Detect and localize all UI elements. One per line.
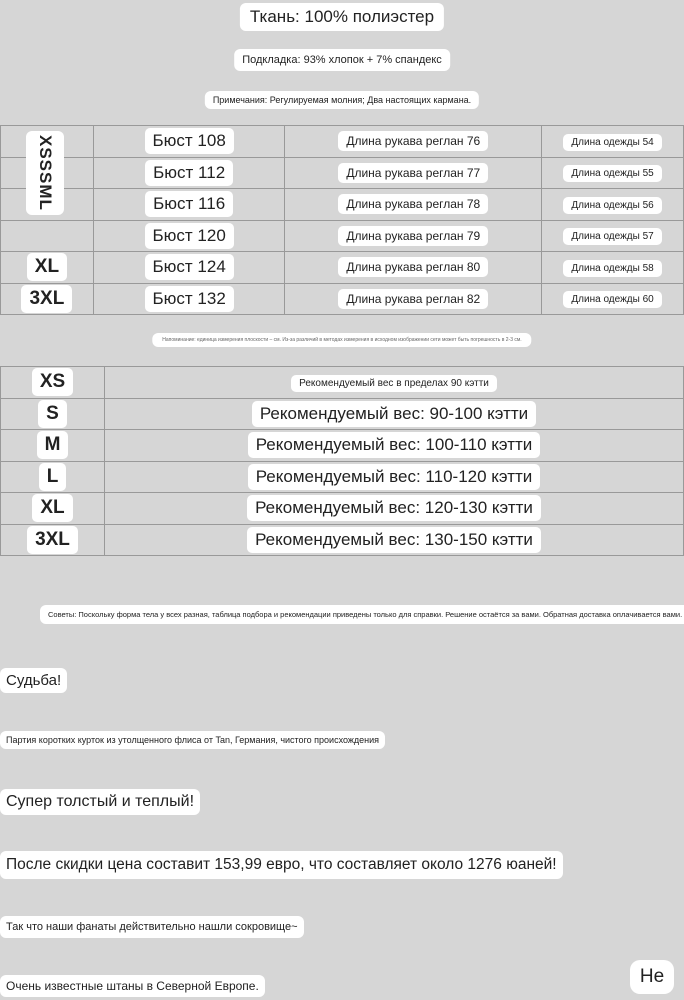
weight-table — [0, 366, 684, 556]
bust-cell: Бюст 112 — [145, 160, 233, 186]
lining-label: Подкладка: 93% хлопок + 7% спандекс — [234, 49, 450, 71]
size-table — [0, 125, 684, 315]
length-cell: Длина одежды 56 — [563, 197, 661, 214]
size-label: XL — [27, 253, 67, 281]
length-cell: Длина одежды 60 — [563, 291, 661, 308]
length-cell: Длина одежды 58 — [563, 260, 661, 277]
weight-row — [1, 430, 684, 462]
length-cell: Длина одежды 57 — [563, 228, 661, 245]
weight-cell: Рекомендуемый вес: 130-150 кэтти — [247, 527, 541, 553]
bust-cell: Бюст 120 — [145, 223, 234, 249]
bust-cell: Бюст 108 — [145, 128, 234, 154]
weight-cell: Рекомендуемый вес в пределах 90 кэтти — [291, 375, 497, 392]
size-row — [1, 220, 684, 252]
size-row — [1, 126, 684, 158]
length-cell: Длина одежды 55 — [563, 165, 661, 182]
message-3: Супер толстый и теплый! — [0, 789, 200, 815]
weight-cell: Рекомендуемый вес: 100-110 кэтти — [248, 432, 541, 458]
size-row — [1, 189, 684, 221]
weight-row — [1, 367, 684, 399]
sleeve-cell: Длина рукава реглан 76 — [338, 131, 488, 151]
size-label: M — [37, 431, 69, 459]
bust-cell: Бюст 124 — [145, 254, 234, 280]
size-label: L — [39, 463, 67, 491]
weight-row — [1, 461, 684, 493]
message-1: Судьба! — [0, 668, 67, 693]
size-label: S — [38, 400, 67, 428]
sleeve-cell: Длина рукава реглан 82 — [338, 289, 488, 309]
size-label: XS — [32, 368, 73, 396]
weight-cell: Рекомендуемый вес: 110-120 кэтти — [248, 464, 541, 490]
vertical-sizes-label: XSSSML — [26, 131, 64, 215]
bust-cell: Бюст 116 — [145, 191, 233, 217]
size-label: 3XL — [21, 285, 72, 313]
measure-note: Напоминание: единица измерения плоскости – см. Из-за различий в методах измерения в исходном изображении сети может быть погрешность в 2-3 см. — [152, 333, 531, 347]
weight-row — [1, 398, 684, 430]
weight-cell: Рекомендуемый вес: 120-130 кэтти — [247, 495, 541, 521]
sleeve-cell: Длина рукава реглан 79 — [338, 226, 488, 246]
sleeve-cell: Длина рукава реглан 78 — [338, 194, 488, 214]
size-row — [1, 283, 684, 315]
tips-note: Советы: Поскольку форма тела у всех разная, таблица подбора и рекомендации приведены только для справки. Решение остаётся за вами. Обратная доставка оплачивается вами. — [40, 605, 684, 624]
size-row — [1, 157, 684, 189]
weight-row — [1, 524, 684, 556]
corner-button[interactable]: Не — [630, 960, 674, 994]
fabric-label: Ткань: 100% полиэстер — [240, 3, 444, 31]
weight-row — [1, 493, 684, 525]
size-label: XL — [32, 494, 72, 522]
message-6: Очень известные штаны в Северной Европе. — [0, 975, 265, 997]
notes-label: Примечания: Регулируемая молния; Два настоящих кармана. — [205, 91, 479, 109]
length-cell: Длина одежды 54 — [563, 134, 661, 151]
message-4: После скидки цена составит 153,99 евро, что составляет около 1276 юаней! — [0, 851, 563, 879]
message-5: Так что наши фанаты действительно нашли сокровище~ — [0, 916, 304, 938]
size-row — [1, 252, 684, 284]
size-label: 3XL — [27, 526, 78, 554]
weight-cell: Рекомендуемый вес: 90-100 кэтти — [252, 401, 536, 427]
bust-cell: Бюст 132 — [145, 286, 234, 312]
sleeve-cell: Длина рукава реглан 80 — [338, 257, 488, 277]
sleeve-cell: Длина рукава реглан 77 — [338, 163, 488, 183]
message-2: Партия коротких курток из утолщенного флиса от Tan, Германия, чистого происхождения — [0, 731, 385, 749]
